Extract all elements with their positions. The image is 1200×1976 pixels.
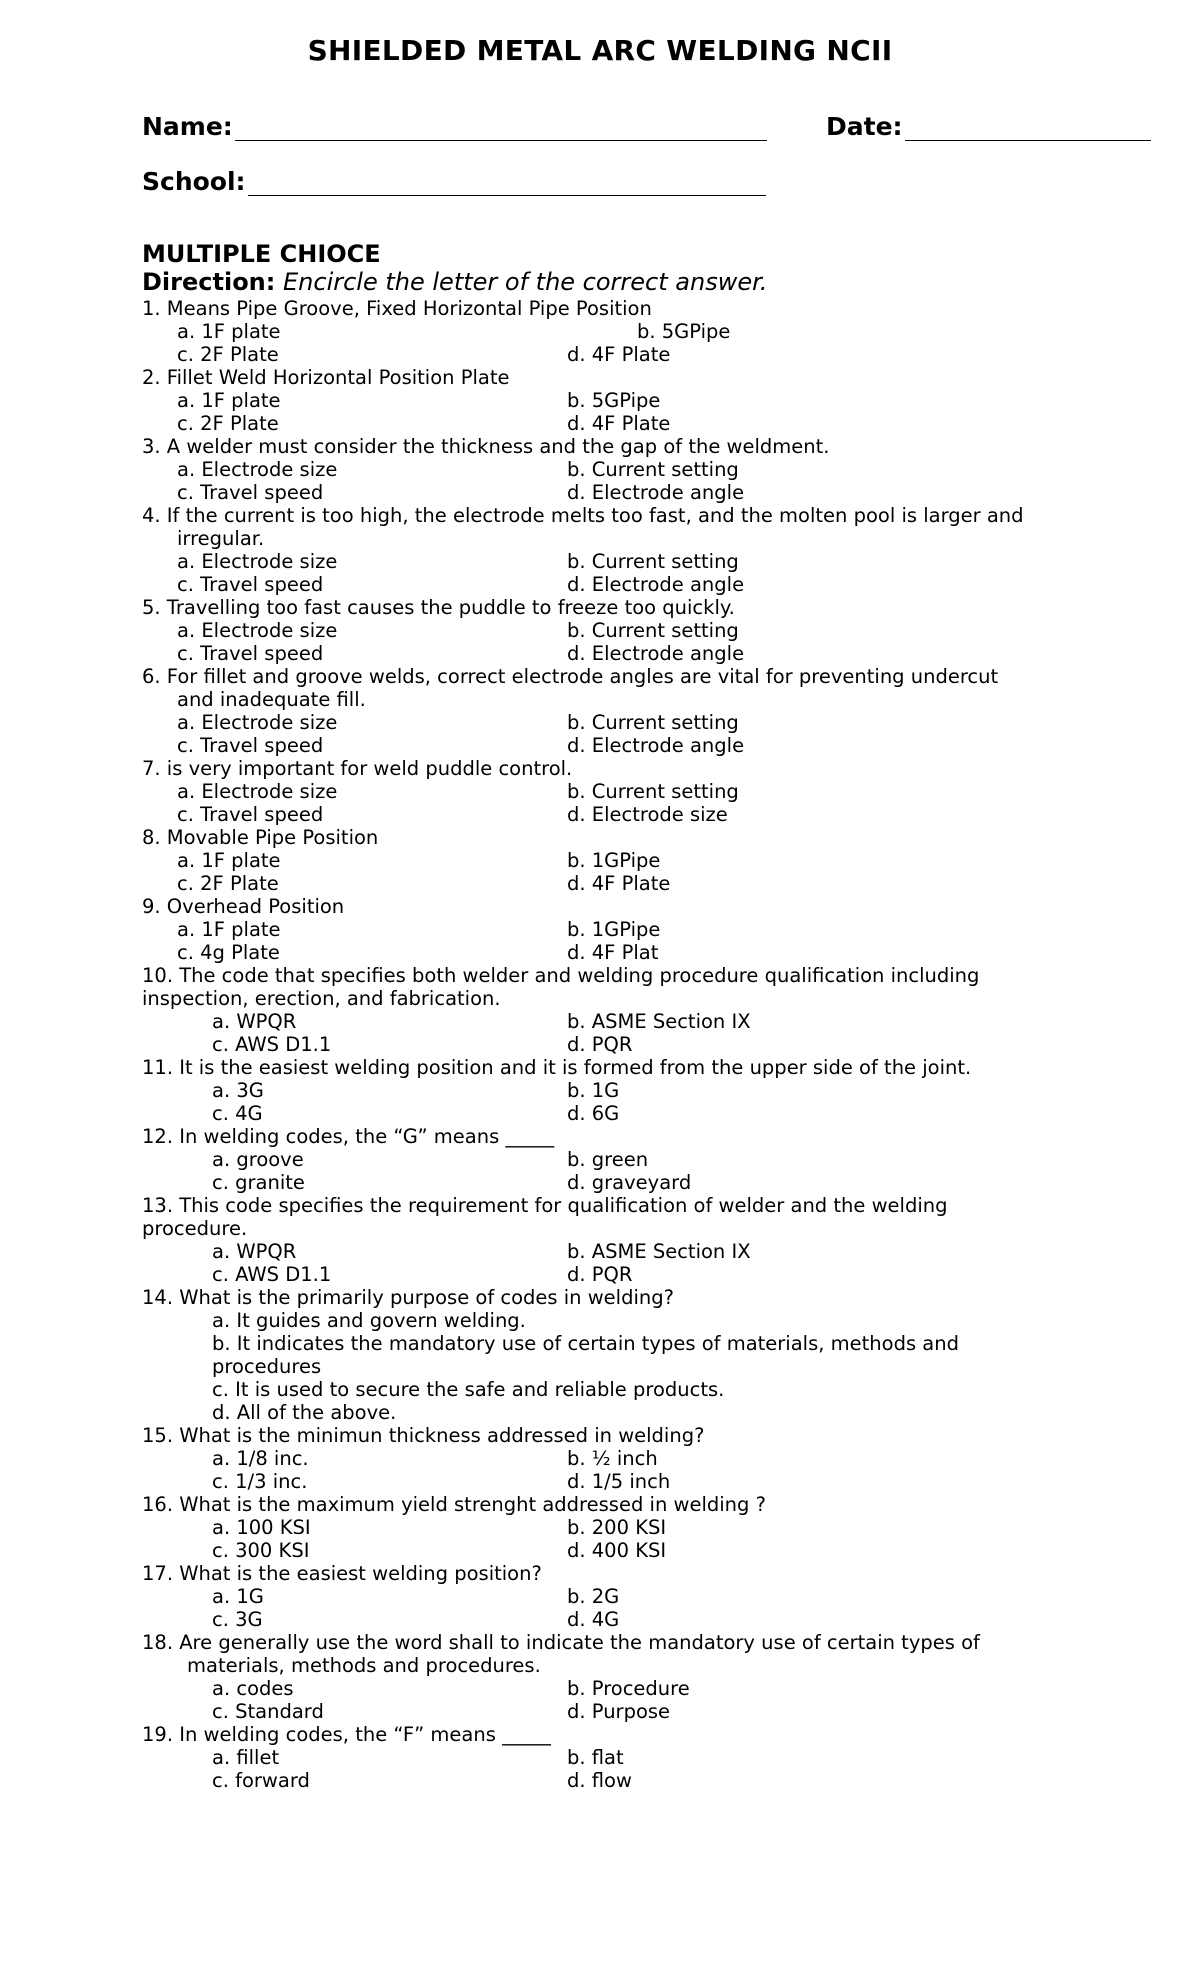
answer-option[interactable]: a. 1F plate: [177, 918, 281, 941]
answer-option[interactable]: c. 3G: [212, 1608, 263, 1631]
answer-option[interactable]: c. AWS D1.1: [212, 1263, 332, 1286]
school-field[interactable]: [142, 167, 766, 196]
answer-option[interactable]: c. 4G: [212, 1102, 263, 1125]
answer-option[interactable]: d. 400 KSI: [567, 1539, 667, 1562]
answer-option[interactable]: a. WPQR: [212, 1010, 297, 1033]
direction-text: Encircle the letter of the correct answer.: [283, 268, 768, 296]
answer-option[interactable]: a. 1F plate: [177, 320, 281, 343]
question-text: 14. What is the primarily purpose of codes in welding?: [142, 1286, 674, 1309]
date-field[interactable]: [826, 112, 1151, 141]
answer-option[interactable]: c. forward: [212, 1769, 310, 1792]
answer-option[interactable]: b. flat: [567, 1746, 624, 1769]
answer-option[interactable]: d. 4F Plate: [567, 872, 671, 895]
question-text: 9. Overhead Position: [142, 895, 345, 918]
question-text: 6. For fillet and groove welds, correct electrode angles are vital for preventing undercut: [142, 665, 999, 688]
answer-option[interactable]: d. Electrode angle: [567, 642, 745, 665]
page-title: SHIELDED METAL ARC WELDING NCII: [307, 34, 893, 67]
answer-option[interactable]: a. WPQR: [212, 1240, 297, 1263]
question-text: 17. What is the easiest welding position?: [142, 1562, 542, 1585]
answer-option[interactable]: d. graveyard: [567, 1171, 692, 1194]
answer-option[interactable]: c. Standard: [212, 1700, 324, 1723]
answer-option[interactable]: d. 1/5 inch: [567, 1470, 671, 1493]
answer-option[interactable]: d. flow: [567, 1769, 632, 1792]
question-text: 18. Are generally use the word shall to indicate the mandatory use of certain types of: [142, 1631, 980, 1654]
name-blank-line[interactable]: [235, 114, 767, 141]
question-text: 4. If the current is too high, the electrode melts too fast, and the molten pool is larger and: [142, 504, 1024, 527]
answer-option[interactable]: d. 4F Plate: [567, 412, 671, 435]
answer-option[interactable]: b. It indicates the mandatory use of certain types of materials, methods and: [212, 1332, 959, 1355]
question-text: materials, methods and procedures.: [187, 1654, 541, 1677]
answer-option[interactable]: d. PQR: [567, 1033, 633, 1056]
answer-option[interactable]: c. AWS D1.1: [212, 1033, 332, 1056]
answer-option[interactable]: d. 4F Plate: [567, 343, 671, 366]
answer-option[interactable]: a. 3G: [212, 1079, 264, 1102]
answer-option[interactable]: b. ASME Section IX: [567, 1240, 751, 1263]
answer-option[interactable]: b. Current setting: [567, 619, 739, 642]
question-text: 12. In welding codes, the “G” means _____: [142, 1125, 555, 1148]
answer-option[interactable]: c. Travel speed: [177, 642, 324, 665]
question-text: procedure.: [142, 1217, 248, 1240]
answer-option[interactable]: b. 2G: [567, 1585, 620, 1608]
answer-option[interactable]: d. Purpose: [567, 1700, 671, 1723]
answer-option[interactable]: b. Current setting: [567, 458, 739, 481]
answer-option[interactable]: a. 1/8 inc.: [212, 1447, 309, 1470]
answer-option[interactable]: a. Electrode size: [177, 711, 338, 734]
answer-option[interactable]: d. Electrode size: [567, 803, 728, 826]
answer-option[interactable]: b. Current setting: [567, 550, 739, 573]
answer-option[interactable]: b. 1GPipe: [567, 918, 661, 941]
answer-option[interactable]: a. fillet: [212, 1746, 280, 1769]
answer-option[interactable]: c. Travel speed: [177, 734, 324, 757]
school-label: School:: [142, 167, 246, 196]
question-text: and inadequate fill.: [177, 688, 366, 711]
answer-option[interactable]: c. 1/3 inc.: [212, 1470, 308, 1493]
answer-option[interactable]: b. 200 KSI: [567, 1516, 667, 1539]
answer-option[interactable]: b. ASME Section IX: [567, 1010, 751, 1033]
answer-option[interactable]: a. Electrode size: [177, 550, 338, 573]
name-field[interactable]: [142, 112, 767, 141]
answer-option[interactable]: c. Travel speed: [177, 803, 324, 826]
question-text: 15. What is the minimun thickness addressed in welding?: [142, 1424, 705, 1447]
name-label: Name:: [142, 112, 233, 141]
answer-option[interactable]: a. It guides and govern welding.: [212, 1309, 526, 1332]
answer-option[interactable]: a. Electrode size: [177, 780, 338, 803]
question-text: 16. What is the maximum yield strenght addressed in welding ?: [142, 1493, 766, 1516]
answer-option[interactable]: b. 5GPipe: [637, 320, 731, 343]
answer-option[interactable]: b. Current setting: [567, 780, 739, 803]
answer-option[interactable]: b. ½ inch: [567, 1447, 658, 1470]
question-text: 3. A welder must consider the thickness and the gap of the weldment.: [142, 435, 830, 458]
answer-option[interactable]: a. codes: [212, 1677, 294, 1700]
direction-label: Direction:: [142, 268, 276, 296]
answer-option[interactable]: b. green: [567, 1148, 649, 1171]
answer-option[interactable]: b. Current setting: [567, 711, 739, 734]
answer-option[interactable]: a. Electrode size: [177, 619, 338, 642]
question-text: 1. Means Pipe Groove, Fixed Horizontal Pipe Position: [142, 297, 652, 320]
answer-option[interactable]: c. 2F Plate: [177, 872, 279, 895]
question-text: irregular.: [177, 527, 265, 550]
answer-option[interactable]: c. Travel speed: [177, 573, 324, 596]
answer-option-continuation: procedures: [212, 1355, 322, 1378]
date-blank-line[interactable]: [905, 114, 1151, 141]
question-text: 8. Movable Pipe Position: [142, 826, 379, 849]
answer-option[interactable]: d. Electrode angle: [567, 734, 745, 757]
answer-option[interactable]: c. 2F Plate: [177, 343, 279, 366]
answer-option[interactable]: a. 1F plate: [177, 389, 281, 412]
answer-option[interactable]: d. Electrode angle: [567, 481, 745, 504]
answer-option[interactable]: c. 4g Plate: [177, 941, 280, 964]
question-text: 7. is very important for weld puddle control.: [142, 757, 573, 780]
answer-option[interactable]: c. 300 KSI: [212, 1539, 310, 1562]
answer-option[interactable]: d. 4F Plat: [567, 941, 659, 964]
answer-option[interactable]: a. 1G: [212, 1585, 264, 1608]
answer-option[interactable]: c. 2F Plate: [177, 412, 279, 435]
answer-option[interactable]: d. All of the above.: [212, 1401, 397, 1424]
school-blank-line[interactable]: [248, 169, 766, 196]
question-text: 5. Travelling too fast causes the puddle to freeze too quickly.: [142, 596, 735, 619]
date-label: Date:: [826, 112, 903, 141]
answer-option[interactable]: b. 5GPipe: [567, 389, 661, 412]
question-text: 13. This code specifies the requirement for qualification of welder and the welding: [142, 1194, 948, 1217]
answer-option[interactable]: c. It is used to secure the safe and reliable products.: [212, 1378, 725, 1401]
question-text: 11. It is the easiest welding position and it is formed from the upper side of the joint.: [142, 1056, 972, 1079]
answer-option[interactable]: c. Travel speed: [177, 481, 324, 504]
answer-option[interactable]: d. 4G: [567, 1608, 620, 1631]
question-text: 2. Fillet Weld Horizontal Position Plate: [142, 366, 510, 389]
section-heading: MULTIPLE CHIOCE: [142, 240, 381, 268]
answer-option[interactable]: b. 1G: [567, 1079, 620, 1102]
answer-option[interactable]: a. 1F plate: [177, 849, 281, 872]
answer-option[interactable]: c. granite: [212, 1171, 305, 1194]
question-text: 19. In welding codes, the “F” means _____: [142, 1723, 551, 1746]
question-text: inspection, erection, and fabrication.: [142, 987, 501, 1010]
direction: [142, 268, 767, 296]
answer-option[interactable]: d. Electrode angle: [567, 573, 745, 596]
question-text: 10. The code that specifies both welder and welding procedure qualification including: [142, 964, 980, 987]
answer-option[interactable]: a. groove: [212, 1148, 304, 1171]
answer-option[interactable]: a. Electrode size: [177, 458, 338, 481]
answer-option[interactable]: d. 6G: [567, 1102, 620, 1125]
answer-option[interactable]: b. 1GPipe: [567, 849, 661, 872]
answer-option[interactable]: b. Procedure: [567, 1677, 690, 1700]
answer-option[interactable]: d. PQR: [567, 1263, 633, 1286]
answer-option[interactable]: a. 100 KSI: [212, 1516, 311, 1539]
